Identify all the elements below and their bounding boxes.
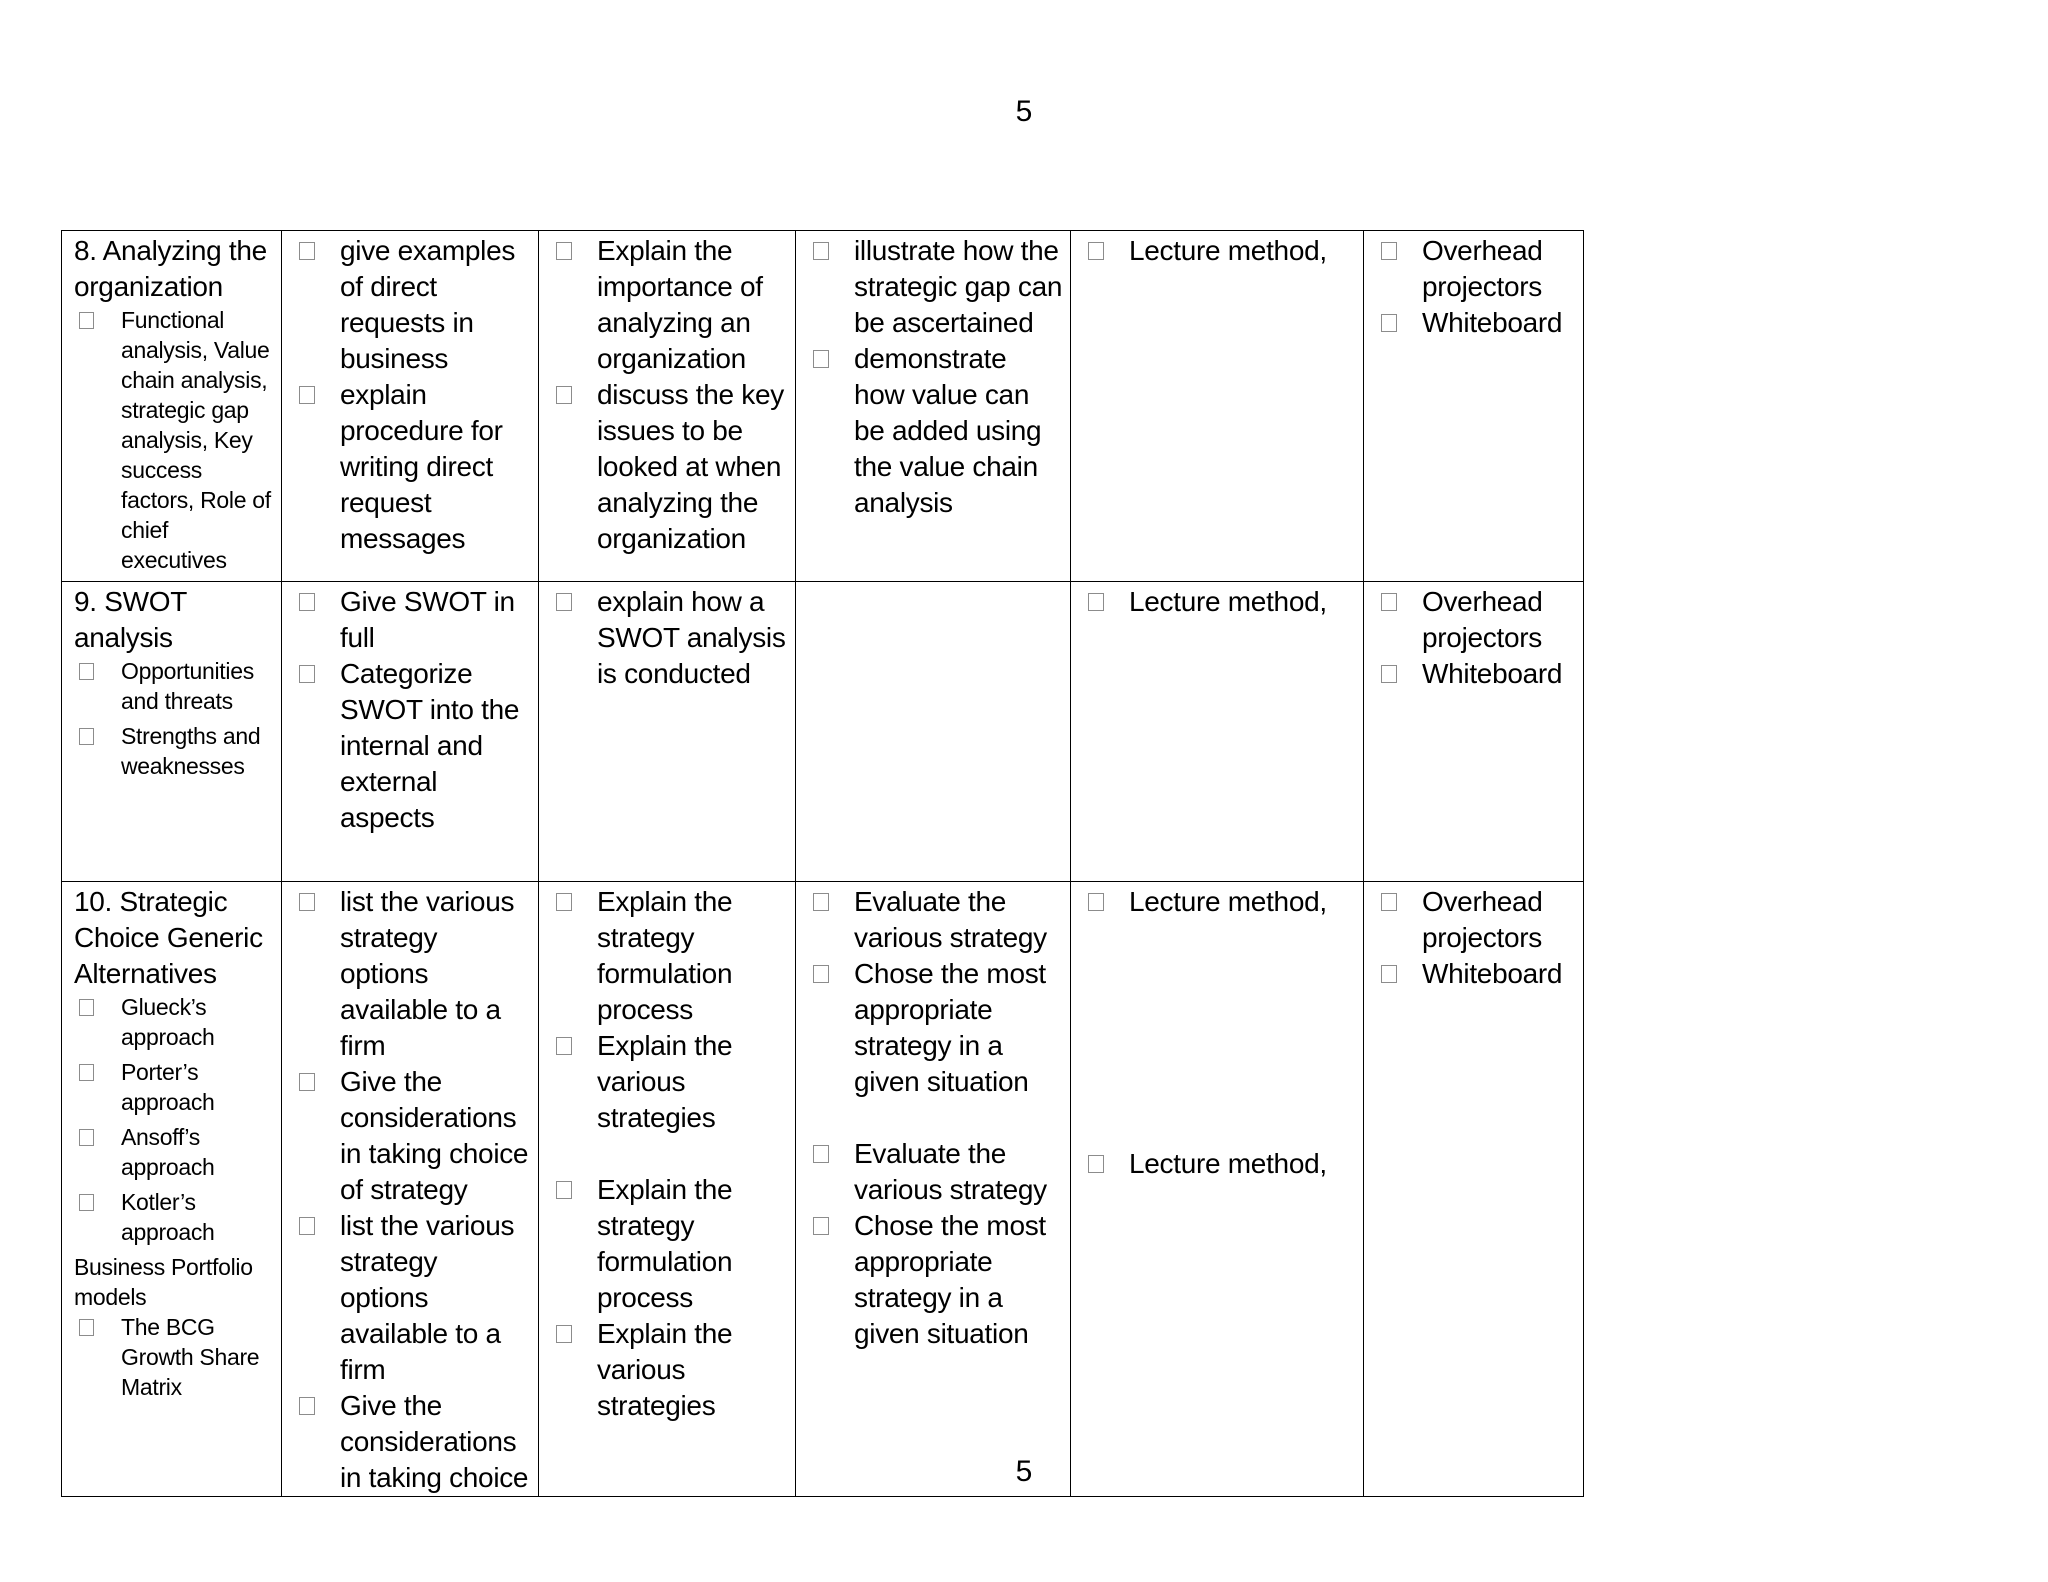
- list-item: list the various strategy options available to a firm: [294, 884, 532, 1064]
- list-item: Explain the various strategies: [551, 1316, 789, 1424]
- checkbox-bullet-icon: [79, 1129, 94, 1146]
- list-item: Lecture method,: [1083, 233, 1357, 269]
- topic-title: 10. Strategic Choice Generic Alternatives: [74, 886, 263, 989]
- page-number-top: 5: [1015, 95, 1033, 128]
- checkbox-bullet-icon: [1088, 242, 1104, 260]
- checkbox-bullet-icon: [79, 728, 94, 745]
- checkbox-bullet-icon: [79, 312, 94, 329]
- checkbox-bullet-icon: [79, 1194, 94, 1211]
- list-item: Overhead projectors: [1376, 233, 1577, 305]
- table-row: [62, 882, 1584, 1497]
- method-cell: [1071, 231, 1364, 582]
- checkbox-bullet-icon: [556, 1037, 572, 1055]
- list-item: Chose the most appropriate strategy in a given situation: [808, 956, 1064, 1100]
- checkbox-bullet-icon: [556, 593, 572, 611]
- list-item: Evaluate the various strategy: [808, 1136, 1064, 1208]
- checkbox-bullet-icon: [1381, 314, 1397, 332]
- list-item: Porter’s approach: [74, 1057, 275, 1117]
- list-item: Overhead projectors: [1376, 584, 1577, 656]
- checkbox-bullet-icon: [1088, 593, 1104, 611]
- checkbox-bullet-icon: [79, 663, 94, 680]
- checkbox-bullet-icon: [1381, 242, 1397, 260]
- list-item: explain how a SWOT analysis is conducted: [551, 584, 789, 692]
- checkbox-bullet-icon: [556, 893, 572, 911]
- list-item: Give the considerations in taking choice of strategy: [294, 1064, 532, 1208]
- objectives-cell: [539, 231, 796, 582]
- empty-cell: [796, 582, 1071, 882]
- checkbox-bullet-icon: [299, 1073, 315, 1091]
- checkbox-bullet-icon: [556, 386, 572, 404]
- list-item: Strengths and weaknesses: [74, 721, 275, 781]
- list-item: Explain the importance of analyzing an organization: [551, 233, 789, 377]
- list-item: Lecture method,: [1083, 884, 1357, 920]
- checkbox-bullet-icon: [1088, 893, 1104, 911]
- objectives-cell: [539, 882, 796, 1497]
- materials-cell: [1364, 882, 1584, 1497]
- checkbox-bullet-icon: [299, 893, 315, 911]
- list-item: Lecture method,: [1083, 584, 1357, 620]
- checkbox-bullet-icon: [1381, 593, 1397, 611]
- list-item: The BCG Growth Share Matrix: [74, 1312, 275, 1402]
- list-item: Categorize SWOT into the internal and external aspects: [294, 656, 532, 836]
- table-row: [62, 582, 1584, 882]
- topic-cell: [62, 582, 282, 882]
- checkbox-bullet-icon: [1088, 1155, 1104, 1173]
- table-row: [62, 231, 1584, 582]
- checkbox-bullet-icon: [813, 350, 829, 368]
- checkbox-bullet-icon: [299, 1397, 315, 1415]
- method-cell: [1071, 582, 1364, 882]
- list-item: explain procedure for writing direct request messages: [294, 377, 532, 557]
- list-item: Overhead projectors: [1376, 884, 1577, 956]
- topic-cell: [62, 231, 282, 582]
- checkbox-bullet-icon: [79, 1064, 94, 1081]
- list-item: Evaluate the various strategy: [808, 884, 1064, 956]
- checkbox-bullet-icon: [813, 1145, 829, 1163]
- checkbox-bullet-icon: [299, 242, 315, 260]
- list-item: Give the considerations in taking choice: [294, 1388, 532, 1496]
- checkbox-bullet-icon: [79, 999, 94, 1016]
- checkbox-bullet-icon: [813, 965, 829, 983]
- syllabus-table: [61, 230, 1584, 1497]
- checkbox-bullet-icon: [79, 1319, 94, 1336]
- list-item: Whiteboard: [1376, 656, 1577, 692]
- subheading: Business Portfolio models: [74, 1254, 253, 1310]
- objectives-cell: [796, 231, 1071, 582]
- materials-cell: [1364, 231, 1584, 582]
- objectives-cell: [282, 231, 539, 582]
- topic-cell: [62, 882, 282, 1497]
- checkbox-bullet-icon: [813, 1217, 829, 1235]
- checkbox-bullet-icon: [1381, 665, 1397, 683]
- checkbox-bullet-icon: [299, 1217, 315, 1235]
- objectives-cell: [539, 582, 796, 882]
- checkbox-bullet-icon: [813, 242, 829, 260]
- checkbox-bullet-icon: [1381, 893, 1397, 911]
- checkbox-bullet-icon: [556, 242, 572, 260]
- list-item: Whiteboard: [1376, 305, 1577, 341]
- list-item: illustrate how the strategic gap can be ascertained: [808, 233, 1064, 341]
- checkbox-bullet-icon: [299, 386, 315, 404]
- topic-title: 8. Analyzing the organization: [74, 235, 267, 302]
- checkbox-bullet-icon: [556, 1181, 572, 1199]
- checkbox-bullet-icon: [299, 593, 315, 611]
- list-item: Ansoff’s approach: [74, 1122, 275, 1182]
- list-item: give examples of direct requests in business: [294, 233, 532, 377]
- checkbox-bullet-icon: [813, 893, 829, 911]
- objectives-cell: [796, 882, 1071, 1497]
- list-item: demonstrate how value can be added using the value chain analysis: [808, 341, 1064, 521]
- materials-cell: [1364, 582, 1584, 882]
- list-item: Glueck’s approach: [74, 992, 275, 1052]
- list-item: Whiteboard: [1376, 956, 1577, 992]
- checkbox-bullet-icon: [299, 665, 315, 683]
- list-item: Explain the strategy formulation process: [551, 1172, 789, 1316]
- list-item: Explain the strategy formulation process: [551, 884, 789, 1028]
- list-item: Lecture method,: [1083, 1146, 1357, 1182]
- list-item: discuss the key issues to be looked at when analyzing the organization: [551, 377, 789, 557]
- list-item: Chose the most appropriate strategy in a given situation: [808, 1208, 1064, 1352]
- checkbox-bullet-icon: [556, 1325, 572, 1343]
- objectives-cell: [282, 582, 539, 882]
- topic-title: 9. SWOT analysis: [74, 586, 187, 653]
- page-number-bottom: 5: [1015, 1455, 1033, 1488]
- method-cell: [1071, 882, 1364, 1497]
- list-item: Explain the various strategies: [551, 1028, 789, 1136]
- objectives-cell: [282, 882, 539, 1497]
- checkbox-bullet-icon: [1381, 965, 1397, 983]
- list-item: list the various strategy options available to a firm: [294, 1208, 532, 1388]
- list-item: Kotler’s approach: [74, 1187, 275, 1247]
- list-item: Functional analysis, Value chain analysis, strategic gap analysis, Key success factors, Role of chief executives: [74, 305, 275, 575]
- list-item: Give SWOT in full: [294, 584, 532, 656]
- list-item: Opportunities and threats: [74, 656, 275, 716]
